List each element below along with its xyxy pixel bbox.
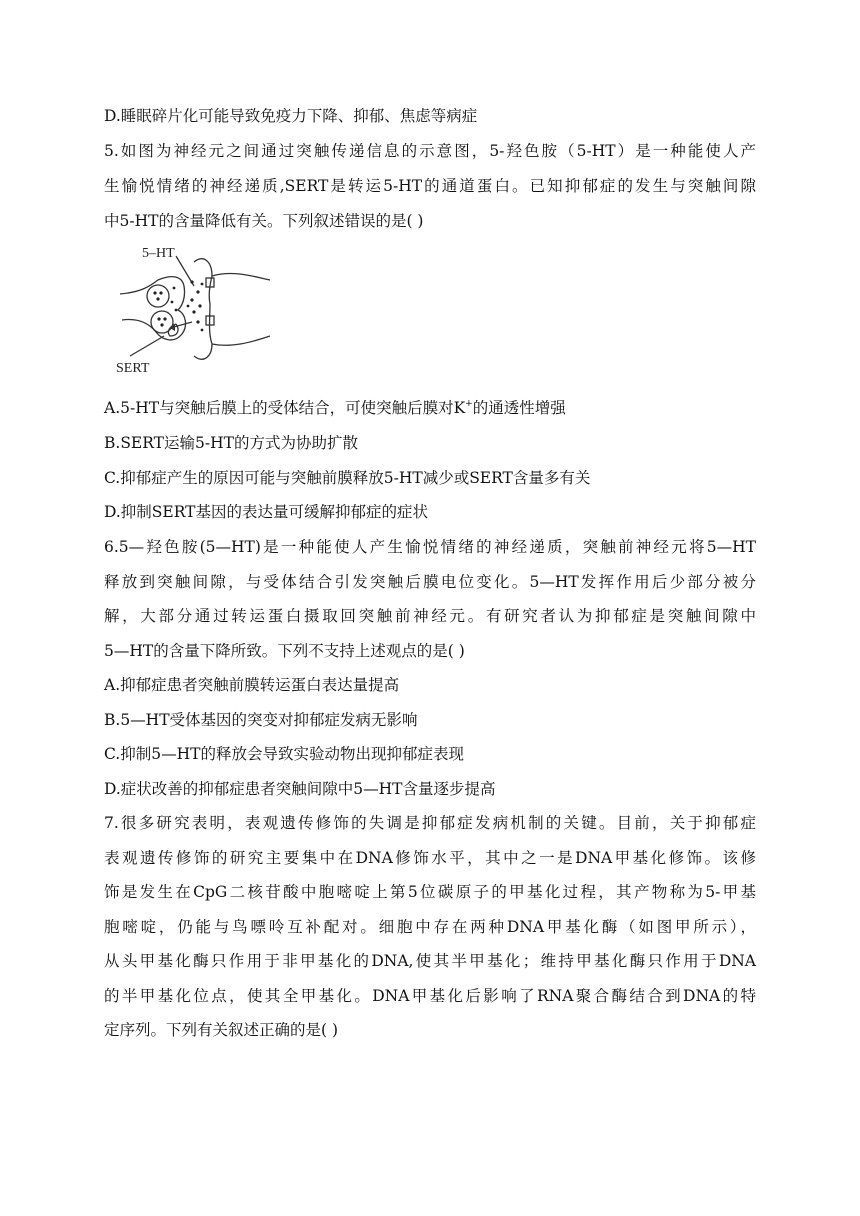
q7-stem-line-1: 7.很多研究表明，表观遗传修饰的失调是抑郁症发病机制的关键。目前，关于抑郁症	[104, 814, 756, 832]
figure-label-sert: SERT	[116, 361, 150, 376]
q5-stem-line-3: 中5-HT的含量降低有关。下列叙述错误的是( )	[104, 212, 424, 230]
q5-option-c: C.抑郁症产生的原因可能与突触前膜释放5-HT减少或SERT含量多有关	[104, 469, 591, 487]
figure-label-5ht: 5–HT	[142, 246, 175, 261]
q4-option-d: D.睡眠碎片化可能导致免疫力下降、抑郁、焦虑等病症	[104, 107, 478, 125]
q5-option-a	[104, 398, 566, 418]
q7-stem-line-2: 表观遗传修饰的研究主要集中在DNA修饰水平，其中之一是DNA甲基化修饰。该修	[104, 849, 756, 867]
q5-option-a-text: A.5-HT与突触后膜上的受体结合，可使突触后膜对K	[104, 399, 466, 417]
q5-stem-line-2: 生愉悦情绪的神经递质,SERT是转运5-HT的通道蛋白。已知抑郁症的发生与突触间隙	[104, 177, 756, 195]
q6-stem-line-2: 释放到突触间隙，与受体结合引发突触后膜电位变化。5—HT发挥作用后少部分被分	[104, 573, 756, 591]
q6-option-c: C.抑制5—HT的释放会导致实验动物出现抑郁症表现	[104, 745, 464, 763]
q5-option-d: D.抑制SERT基因的表达量可缓解抑郁症的症状	[104, 503, 428, 521]
q7-stem-line-4: 胞嘧啶，仍能与鸟嘌呤互补配对。细胞中存在两种DNA甲基化酶（如图甲所示），	[104, 918, 756, 936]
superscript-plus: +	[465, 399, 473, 409]
q7-stem-line-3: 饰是发生在CpG二核苷酸中胞嘧啶上第5位碳原子的甲基化过程，其产物称为5-甲基	[104, 883, 756, 901]
q6-stem-line-3: 解，大部分通过转运蛋白摄取回突触前神经元。有研究者认为抑郁症是突触间隙中	[104, 607, 756, 625]
q7-stem-line-7: 定序列。下列有关叙述正确的是( )	[104, 1021, 339, 1039]
synapse-figure	[112, 240, 272, 378]
q6-option-a: A.抑郁症患者突触前膜转运蛋白表达量提高	[104, 676, 400, 694]
q6-option-b: B.5—HT受体基因的突变对抑郁症发病无影响	[104, 711, 418, 729]
q7-stem-line-6: 的半甲基化位点，使其全甲基化。DNA甲基化后影响了RNA聚合酶结合到DNA的特	[104, 987, 756, 1005]
q6-option-d: D.症状改善的抑郁症患者突触间隙中5—HT含量逐步提高	[104, 780, 496, 798]
q5-option-a-tail: 的通透性增强	[472, 399, 566, 417]
q5-option-b: B.SERT运输5-HT的方式为协助扩散	[104, 434, 358, 452]
q5-stem-line-1: 5.如图为神经元之间通过突触传递信息的示意图，5-羟色胺（5-HT）是一种能使人产	[104, 142, 756, 160]
q7-stem-line-5: 从头甲基化酶只作用于非甲基化的DNA,使其半甲基化；维持甲基化酶只作用于DNA	[104, 952, 756, 970]
q6-stem-line-4: 5—HT的含量下降所致。下列不支持上述观点的是( )	[104, 642, 465, 660]
q6-stem-line-1: 6.5—羟色胺(5—HT)是一种能使人产生愉悦情绪的神经递质，突触前神经元将5—HT	[104, 538, 756, 556]
